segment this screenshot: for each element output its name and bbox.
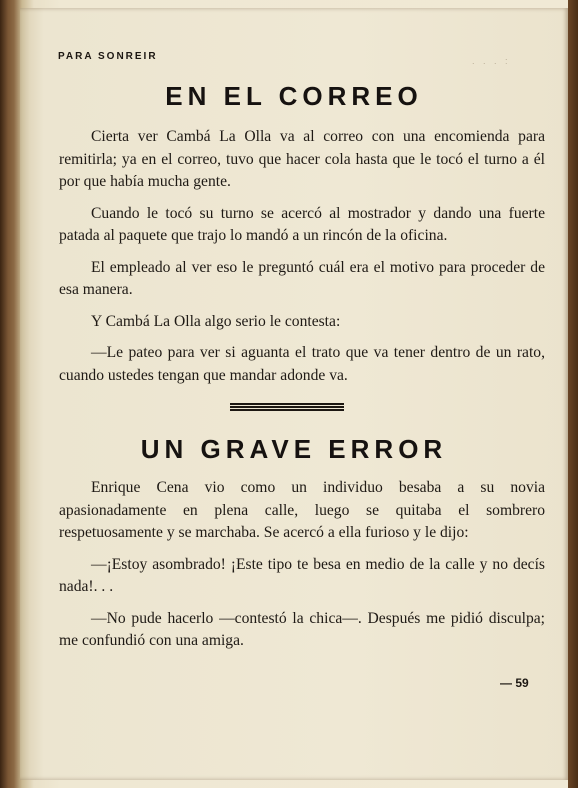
book-page [20,8,571,780]
page-edge [568,0,578,788]
paragraph: El empleado al ver eso le preguntó cuál era el motivo para proceder de esa manera. [59,258,545,298]
paragraph: Cierta ver Cambá La Olla va al correo con una encomienda para remitirla; ya en el correo, tuvo que hacer cola hasta que le tocó el turno a él por que había mucha gente. [59,128,545,190]
story-title-en-el-correo: EN EL CORREO [165,81,423,111]
paragraph: —No pude hacerlo —contestó la chica—. Después me pidió disculpa; me confundió con una amiga. [59,609,545,649]
paragraph: Y Cambá La Olla algo serio le contesta: [91,312,341,330]
story-body-un-grave-error [59,477,545,662]
paragraph: —¡Estoy asombrado! ¡Este tipo te besa en medio de la calle y no decís nada!. . . [59,555,545,595]
paragraph: Enrique Cena vio como un individuo besaba a su novia apasionadamente en plena calle, luego se quitaba el sombrero respetuosamente y se marchaba. Se acercó a ella furioso y le dijo: [59,479,545,541]
section-divider [230,403,344,411]
running-head: PARA SONREIR [58,51,158,62]
story-title-un-grave-error: UN GRAVE ERROR [140,434,448,464]
page-number: — 59 [500,676,529,690]
faint-mark: . . . : [472,56,511,66]
paragraph: Cuando le tocó su turno se acercó al mostrador y dando una fuerte patada al paquete que trajo lo mandó a un rincón de la oficina. [59,204,545,244]
paragraph: —Le pateo para ver si aguanta el trato que va tener dentro de un rato, cuando ustedes tengan que mandar adonde va. [59,344,545,384]
story-body-en-el-correo [59,126,545,396]
